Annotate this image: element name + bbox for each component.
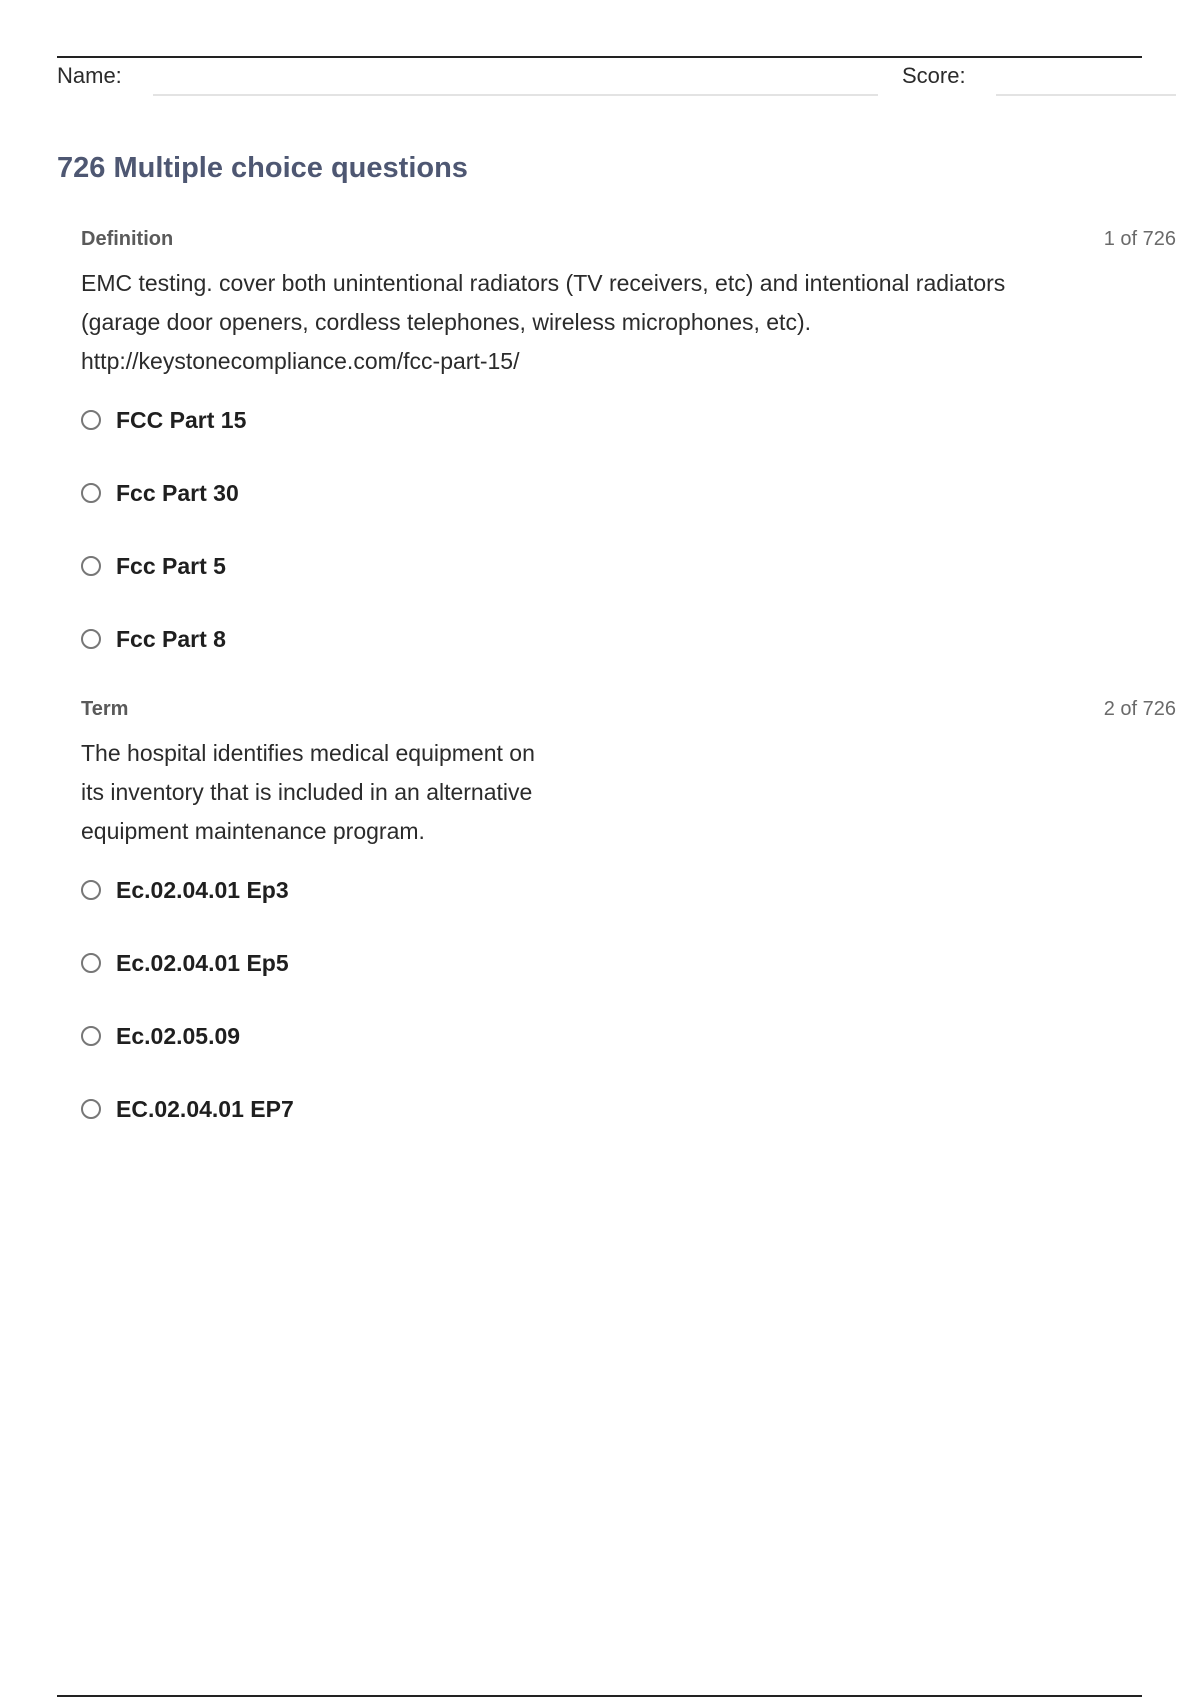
top-rule xyxy=(57,56,1142,58)
answer-option-label[interactable]: EC.02.04.01 EP7 xyxy=(116,1096,294,1122)
radio-button[interactable] xyxy=(81,483,101,503)
answer-option-label[interactable]: Fcc Part 8 xyxy=(116,626,226,652)
prompt-line: (garage door openers, cordless telephones, wireless microphones, etc). xyxy=(81,309,811,335)
name-field[interactable] xyxy=(153,94,878,96)
prompt-line: equipment maintenance program. xyxy=(81,818,425,844)
answer-option-label[interactable]: Ec.02.05.09 xyxy=(116,1023,241,1049)
prompt-line: The hospital identifies medical equipment on xyxy=(81,740,535,766)
radio-button[interactable] xyxy=(81,953,101,973)
name-label: Name: xyxy=(57,63,122,88)
answer-option-label[interactable]: Fcc Part 30 xyxy=(116,480,239,506)
bottom-rule xyxy=(57,1695,1142,1697)
answer-option[interactable] xyxy=(81,478,239,508)
score-label: Score: xyxy=(902,63,966,88)
page-title: 726 Multiple choice questions xyxy=(57,152,468,184)
answer-option-label[interactable]: FCC Part 15 xyxy=(116,407,247,433)
answer-option[interactable] xyxy=(81,405,246,435)
prompt-line: EMC testing. cover both unintentional radiators (TV receivers, etc) and intentional radiators xyxy=(81,270,1006,296)
radio-button[interactable] xyxy=(81,880,101,900)
answer-option[interactable] xyxy=(81,948,289,978)
answer-option[interactable] xyxy=(81,551,226,581)
prompt-line: its inventory that is included in an alternative xyxy=(81,779,533,805)
question-type: Term xyxy=(81,698,129,720)
question-counter: 2 of 726 xyxy=(1103,698,1176,720)
question-prompt xyxy=(81,264,1005,381)
question-2 xyxy=(81,697,1176,1127)
question-type: Definition xyxy=(81,228,174,250)
question-prompt xyxy=(81,734,535,851)
answer-option-label[interactable]: Ec.02.04.01 Ep3 xyxy=(116,877,289,903)
answer-option-label[interactable]: Ec.02.04.01 Ep5 xyxy=(116,950,289,976)
answer-option[interactable] xyxy=(81,1021,240,1051)
answer-option[interactable] xyxy=(81,624,226,654)
radio-button[interactable] xyxy=(81,556,101,576)
radio-button[interactable] xyxy=(81,1099,101,1119)
answer-option[interactable] xyxy=(81,1094,294,1124)
radio-button[interactable] xyxy=(81,1026,101,1046)
radio-button[interactable] xyxy=(81,410,101,430)
score-field[interactable] xyxy=(996,94,1176,96)
answer-option[interactable] xyxy=(81,875,289,905)
radio-button[interactable] xyxy=(81,629,101,649)
prompt-line: http://keystonecompliance.com/fcc-part-15/ xyxy=(81,348,520,374)
answer-option-label[interactable]: Fcc Part 5 xyxy=(116,553,226,579)
question-counter: 1 of 726 xyxy=(1103,228,1176,250)
question-1 xyxy=(81,227,1176,657)
